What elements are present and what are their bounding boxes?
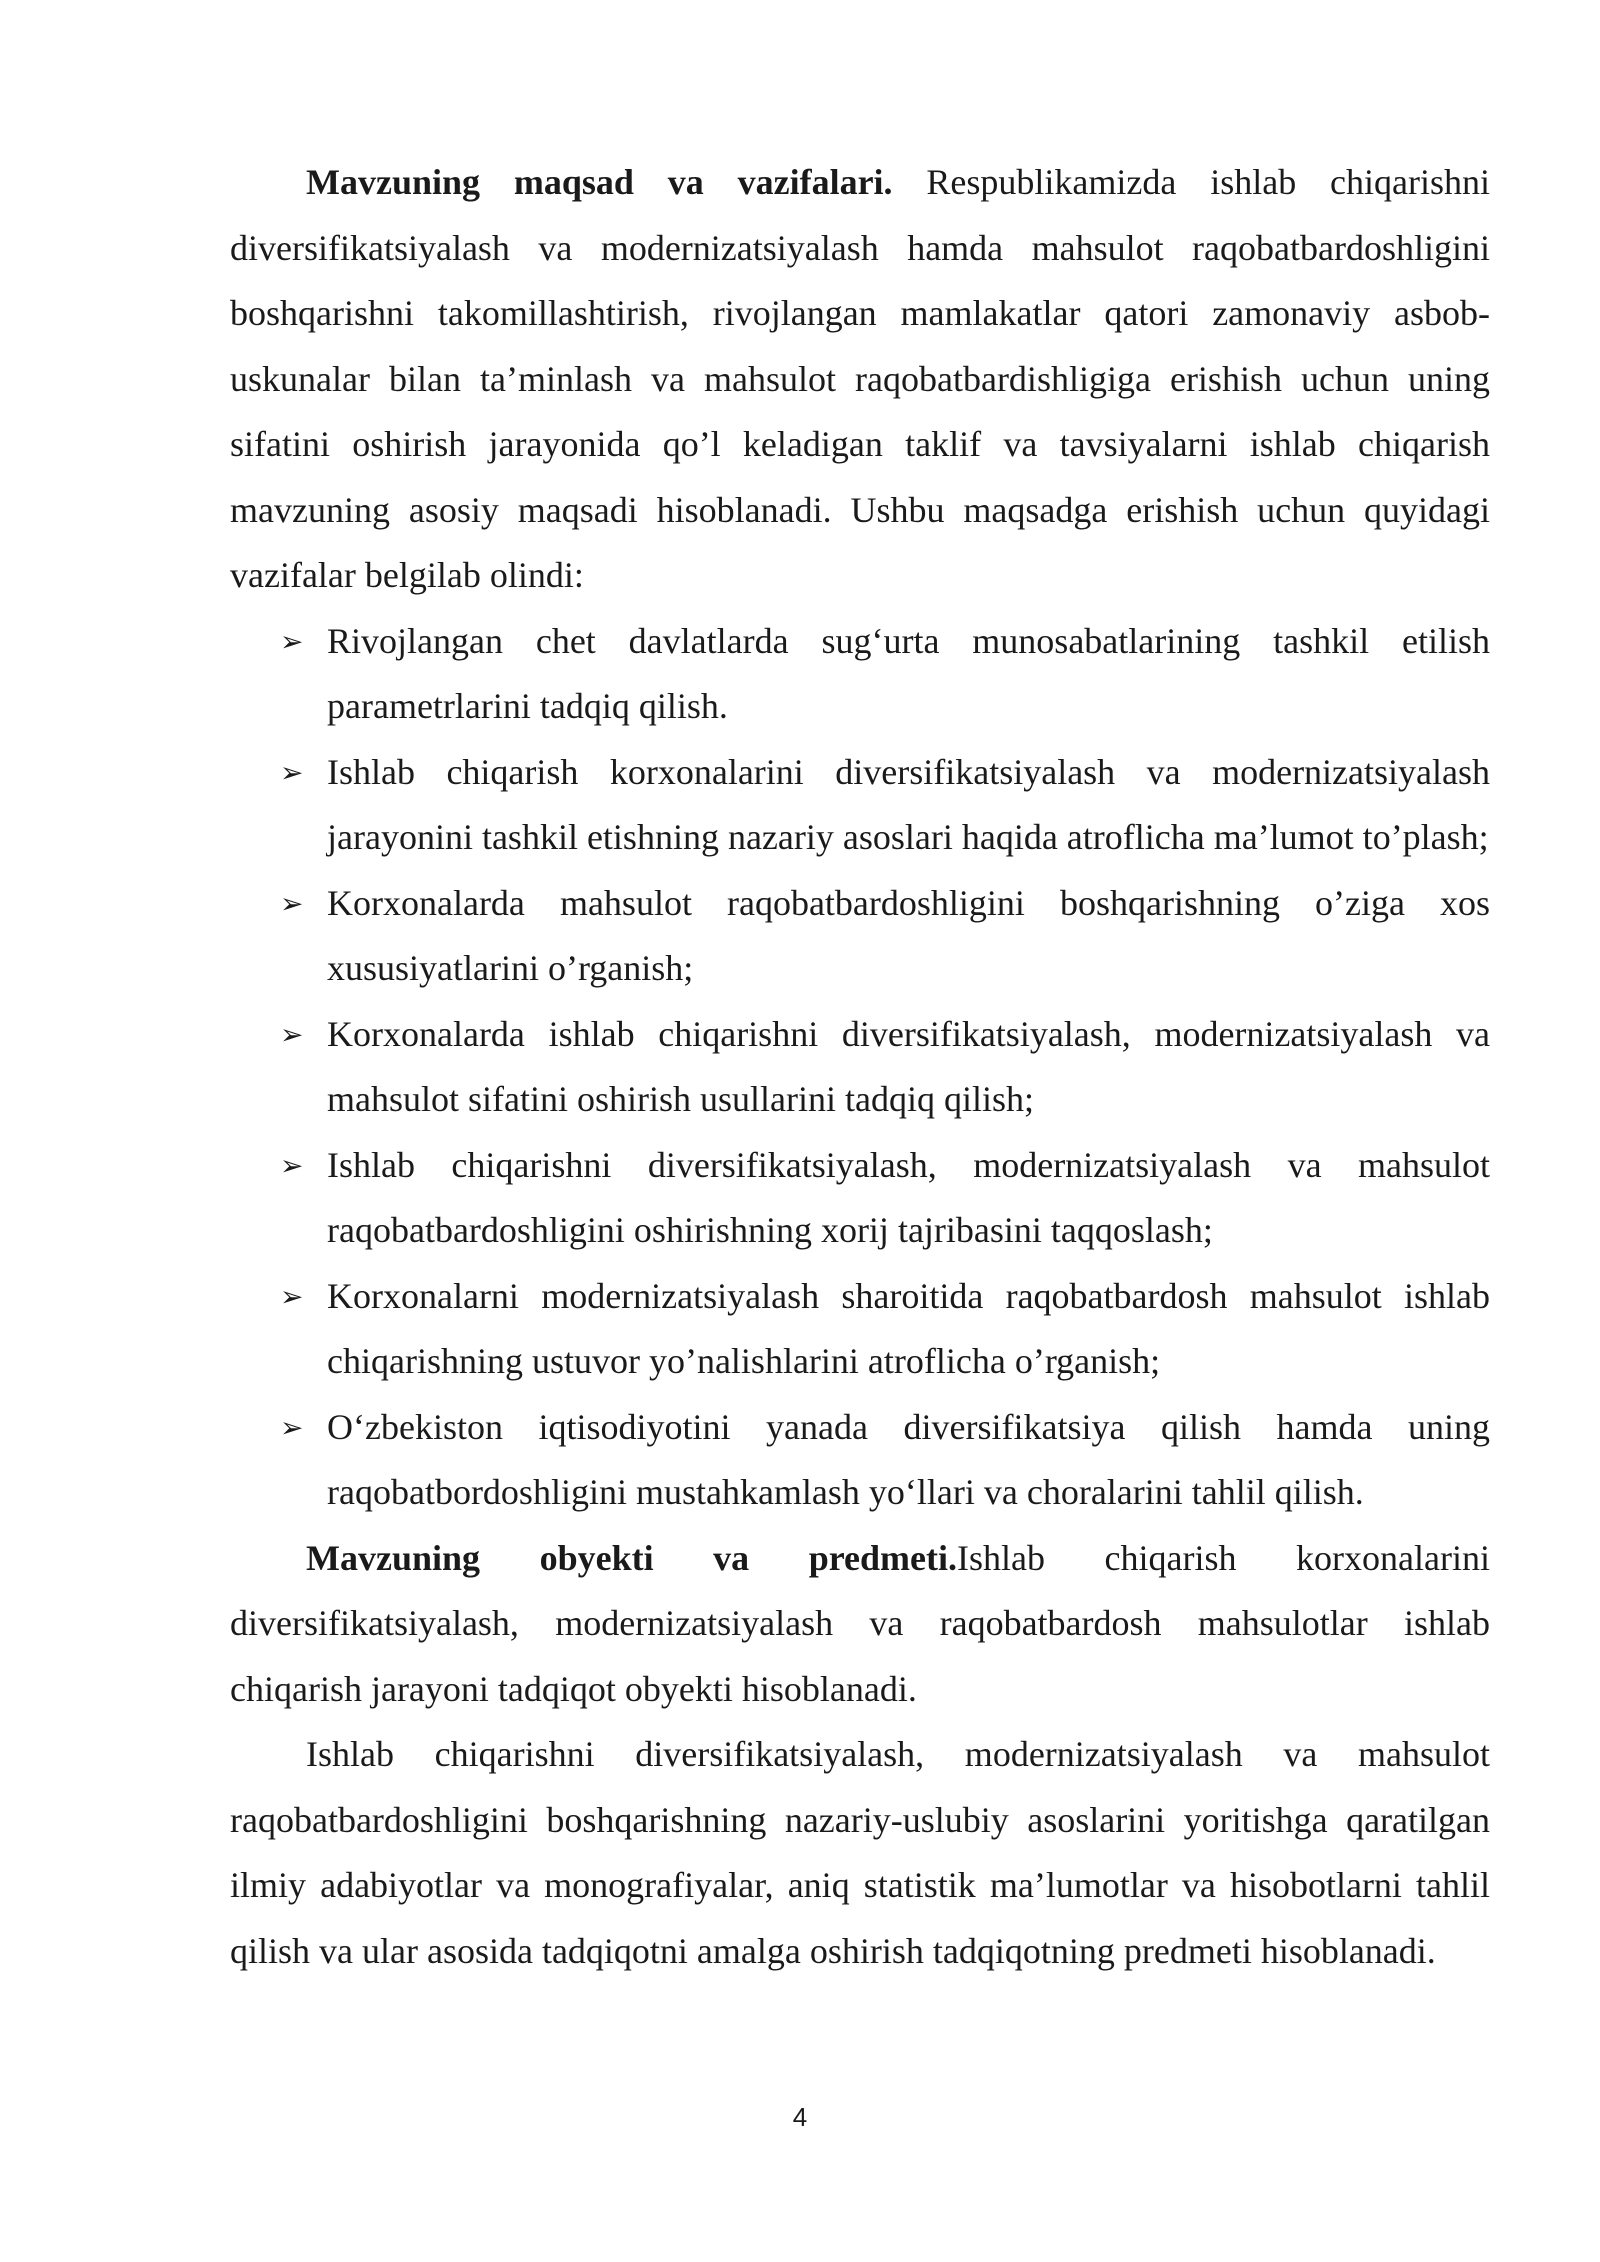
list-item xyxy=(230,609,1490,740)
list-item xyxy=(230,1133,1490,1264)
arrow-bullet-icon: ➢ xyxy=(280,755,304,789)
page-number: 4 xyxy=(792,2102,808,2132)
list-item-text: Ishlab chiqarish korxonalarini diversifikatsiyalash va modernizatsiyalash jarayonini tashkil etishning nazariy asoslari haqida atroflicha ma’lumot to’plash; xyxy=(327,751,1490,857)
list-item-text: Rivojlangan chet davlatlarda sug‘urta munosabatlarining tashkil etilish parametrlarini tadqiq qilish. xyxy=(327,620,1490,726)
subject-paragraph: Ishlab chiqarishni diversifikatsiyalash, modernizatsiyalash va mahsulot raqobatbardoshligini boshqarishning nazariy-uslubiy asoslarini yoritishga qaratilgan ilmiy adabiyotlar va monografiyalar, aniq statistik ma’lumotlar va hisobotlarni tahlil qilish va ular asosida tadqiqotni amalga oshirish tadqiqotning predmeti hisoblanadi. xyxy=(230,1734,1490,1971)
goals-heading: Mavzuning maqsad va vazifalari. xyxy=(306,162,893,202)
goals-paragraph xyxy=(230,150,1490,609)
list-item xyxy=(230,1264,1490,1395)
list-item xyxy=(230,871,1490,1002)
list-item-text: Korxonalarda ishlab chiqarishni diversifikatsiyalash, modernizatsiyalash va mahsulot sifatini oshirish usullarini tadqiq qilish; xyxy=(327,1013,1490,1119)
object-heading: Mavzuning obyekti va predmeti. xyxy=(306,1537,958,1578)
list-item xyxy=(230,740,1490,871)
arrow-bullet-icon: ➢ xyxy=(280,1410,304,1444)
arrow-bullet-icon: ➢ xyxy=(280,886,304,920)
arrow-bullet-icon: ➢ xyxy=(280,624,304,658)
list-item-text: O‘zbekiston iqtisodiyotini yanada diversifikatsiya qilish hamda uning raqobatbordoshligini mustahkamlash yo‘llari va choralarini tahlil qilish. xyxy=(327,1406,1490,1512)
page-content xyxy=(230,150,1490,1984)
object-text: Ishlab chiqarish korxonalarini diversifikatsiyalash, modernizatsiyalash va raqobatbardosh mahsulotlar ishlab chiqarish jarayoni tadqiqot obyekti hisoblanadi. xyxy=(230,1537,1490,1709)
list-item xyxy=(230,1002,1490,1133)
arrow-bullet-icon: ➢ xyxy=(280,1017,304,1051)
tasks-list xyxy=(230,609,1490,1526)
arrow-bullet-icon: ➢ xyxy=(280,1279,304,1313)
list-item-text: Ishlab chiqarishni diversifikatsiyalash, modernizatsiyalash va mahsulot raqobatbardoshligini oshirishning xorij tajribasini taqqoslash; xyxy=(327,1144,1490,1250)
object-paragraph xyxy=(230,1526,1490,1723)
list-item-text: Korxonalarni modernizatsiyalash sharoitida raqobatbardosh mahsulot ishlab chiqarishning ustuvor yo’nalishlarini atroflicha o’rganish; xyxy=(327,1275,1490,1381)
list-item-text: Korxonalarda mahsulot raqobatbardoshligini boshqarishning o’ziga xos xususiyatlarini o’rganish; xyxy=(327,882,1490,988)
arrow-bullet-icon: ➢ xyxy=(280,1148,304,1182)
list-item xyxy=(230,1395,1490,1526)
goals-text: Respublikamizda ishlab chiqarishni diversifikatsiyalash va modernizatsiyalash hamda mahsulot raqobatbardoshligini boshqarishni takomillashtirish, rivojlangan mamlakatlar qatori zamonaviy asbob-uskunalar bilan ta’minlash va mahsulot raqobatbardishligiga erishish uchun uning sifatini oshirish jarayonida qo’l keladigan taklif va tavsiyalarni ishlab chiqarish mavzuning asosiy maqsadi hisoblanadi. Ushbu maqsadga erishish uchun quyidagi vazifalar belgilab olindi: xyxy=(230,162,1490,595)
